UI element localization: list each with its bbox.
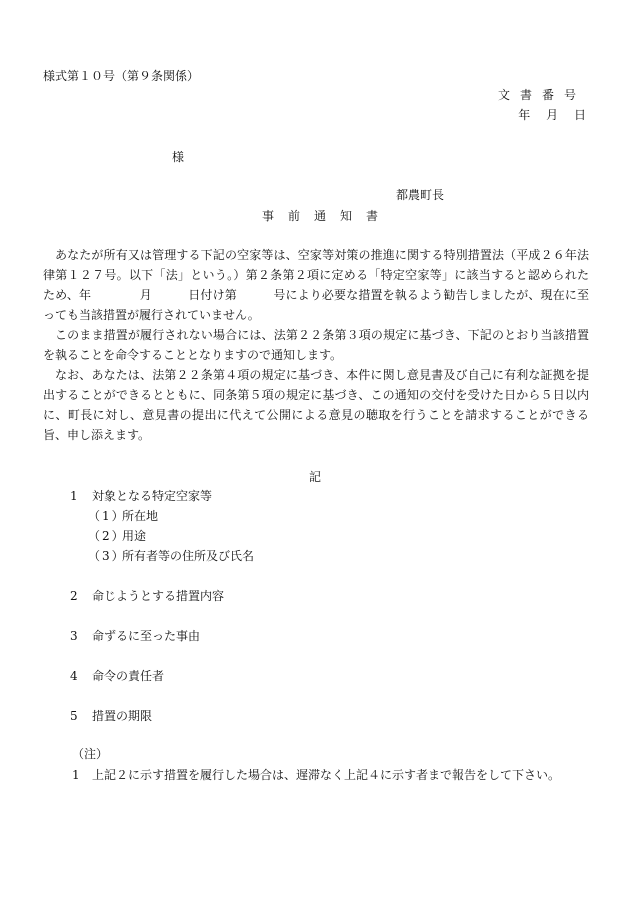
- subitem-label: 所在地: [122, 509, 159, 523]
- item-number: 1: [70, 489, 78, 503]
- ki-label: 記: [309, 470, 322, 484]
- paragraph-1: [43, 245, 589, 325]
- date-line: [506, 106, 586, 123]
- item-label: 命じようとする措置内容: [92, 589, 225, 603]
- note-item: [72, 766, 560, 783]
- subitem-number: （2）: [88, 529, 126, 543]
- note-number: 1: [72, 768, 80, 782]
- item-label: 措置の期限: [92, 709, 153, 723]
- document-number-label: 文書番号: [497, 88, 586, 102]
- paragraph-line: 年 月 日付け第 号により必要な措置を執るよう勧告しましたが、現在に至っても当該: [43, 288, 589, 322]
- list-item: [70, 667, 164, 684]
- paragraph-line: することができるとともに、同条第５項の規定に基づき、この通知の交付を受けた日から５日以内に、: [43, 388, 589, 422]
- paragraph-2: [43, 325, 589, 365]
- date-month: 月: [546, 108, 559, 122]
- date-year: 年: [518, 108, 531, 122]
- notice-body: [43, 245, 589, 445]
- paragraph-line: 添えます。: [91, 428, 151, 442]
- paragraph-line: このまま措置が履行されない場合には、法第２２条第３項の規定に基づき、下記のとおり当該措置を: [43, 328, 589, 362]
- item-number: 3: [70, 629, 78, 643]
- recipient-suffix: 様: [172, 150, 185, 164]
- sub-list-item: [88, 527, 146, 544]
- paragraph-line: あなたが所有又は管理する下記の空家等は、空家等対策の推進に関する特別措置法（平成２６年法律: [43, 248, 589, 282]
- list-item: [70, 487, 212, 504]
- sub-list-item: [88, 547, 254, 564]
- subitem-number: （3）: [88, 549, 126, 563]
- paragraph-line: なお、あなたは、法第２２条第４項の規定に基づき、本件に関し意見書及び自己に有利な証拠を提出: [43, 368, 589, 402]
- item-label: 対象となる特定空家等: [92, 489, 213, 503]
- item-number: 2: [70, 589, 78, 603]
- paragraph-line: 第１２７号。以下「法」という。）第２条第２項に定める「特定空家等」に該当すると認められたため、: [43, 268, 589, 302]
- subitem-number: （1）: [88, 509, 126, 523]
- list-item: [70, 587, 224, 604]
- note-text: 上記２に示す措置を履行した場合は、遅滞なく上記４に示す者まで報告をして下さい。: [92, 768, 561, 782]
- list-item: [70, 707, 152, 724]
- item-label: 命令の責任者: [92, 669, 165, 683]
- date-day: 日: [573, 108, 586, 122]
- sender-name: 都農町長: [396, 188, 445, 202]
- document-title: 事前通知書: [262, 209, 393, 223]
- paragraph-line: 執ることを命令することとなりますので通知します。: [55, 348, 343, 362]
- item-number: 4: [70, 669, 78, 683]
- list-item: [70, 627, 200, 644]
- subitem-label: 所有者等の住所及び氏名: [122, 549, 255, 563]
- item-number: 5: [70, 709, 78, 723]
- paragraph-line: 町長に対し、意見書の提出に代えて公開による意見の聴取を行うことを請求することができる旨、申し: [43, 408, 589, 442]
- sub-list-item: [88, 507, 158, 524]
- subitem-label: 用途: [122, 529, 147, 543]
- form-number: 様式第１０号（第９条関係）: [43, 69, 200, 83]
- paragraph-3: [43, 365, 589, 445]
- item-label: 命ずるに至った事由: [92, 629, 201, 643]
- note-label: （注）: [72, 747, 109, 761]
- paragraph-line: 措置が履行されていません。: [103, 308, 260, 322]
